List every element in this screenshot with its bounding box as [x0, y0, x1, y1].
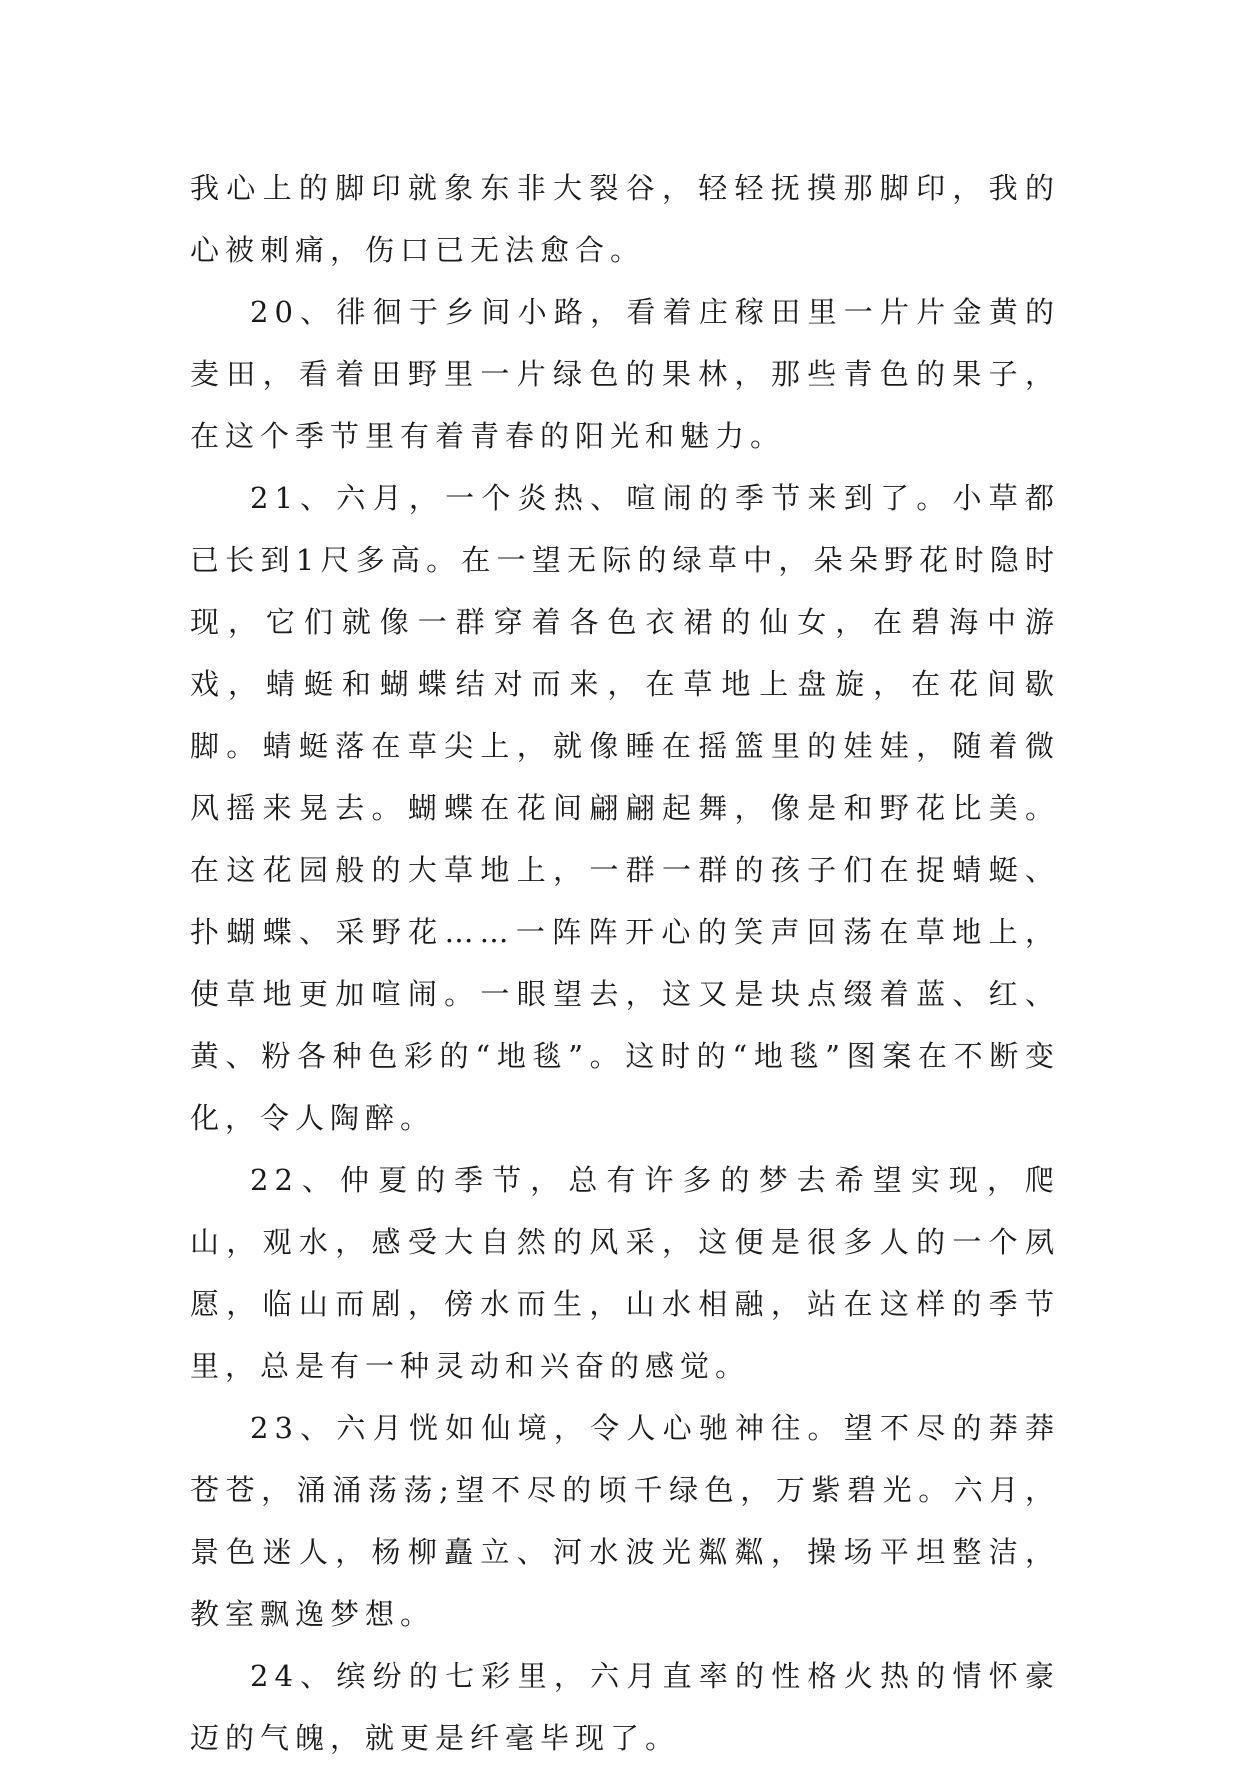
paragraph-20: 20、徘徊于乡间小路，看着庄稼田里一片片金黄的麦田，看着田野里一片绿色的果林，那些青色的果子，在这个季节里有着青春的阳光和魅力。: [190, 295, 1060, 453]
paragraph-24: 24、缤纷的七彩里，六月直率的性格火热的情怀豪迈的气魄，就更是纤毫毕现了。: [190, 1659, 1060, 1755]
document-body: [190, 157, 1060, 1769]
paragraph-21: 21、六月，一个炎热、喧闹的季节来到了。小草都已长到1尺多高。在一望无际的绿草中，朵朵野花时隐时现，它们就像一群穿着各色衣裙的仙女，在碧海中游戏，蜻蜓和蝴蝶结对而来，在草地上盘旋，在花间歇脚。蜻蜓落在草尖上，就像睡在摇篮里的娃娃，随着微风摇来晃去。蝴蝶在花间翩翩起舞，像是和野花比美。在这花园般的大草地上，一群一群的孩子们在捉蜻蜓、扑蝴蝶、采野花……一阵阵开心的笑声回荡在草地上，使草地更加喧闹。一眼望去，这又是块点缀着蓝、红、黄、粉各种色彩的“地毯”。这时的“地毯”图案在不断变化，令人陶醉。: [190, 481, 1060, 1135]
paragraph-23: 23、六月恍如仙境，令人心驰神往。望不尽的莽莽苍苍，涌涌荡荡;望不尽的顷千绿色，万紫碧光。六月，景色迷人，杨柳矗立、河水波光粼粼，操场平坦整洁，教室飘逸梦想。: [190, 1411, 1060, 1631]
paragraph-22: 22、仲夏的季节，总有许多的梦去希望实现，爬山，观水，感受大自然的风采，这便是很多人的一个夙愿，临山而剧，傍水而生，山水相融，站在这样的季节里，总是有一种灵动和兴奋的感觉。: [190, 1163, 1060, 1383]
paragraph-19-continuation: 我心上的脚印就象东非大裂谷，轻轻抚摸那脚印，我的心被刺痛，伤口已无法愈合。: [190, 171, 1060, 267]
